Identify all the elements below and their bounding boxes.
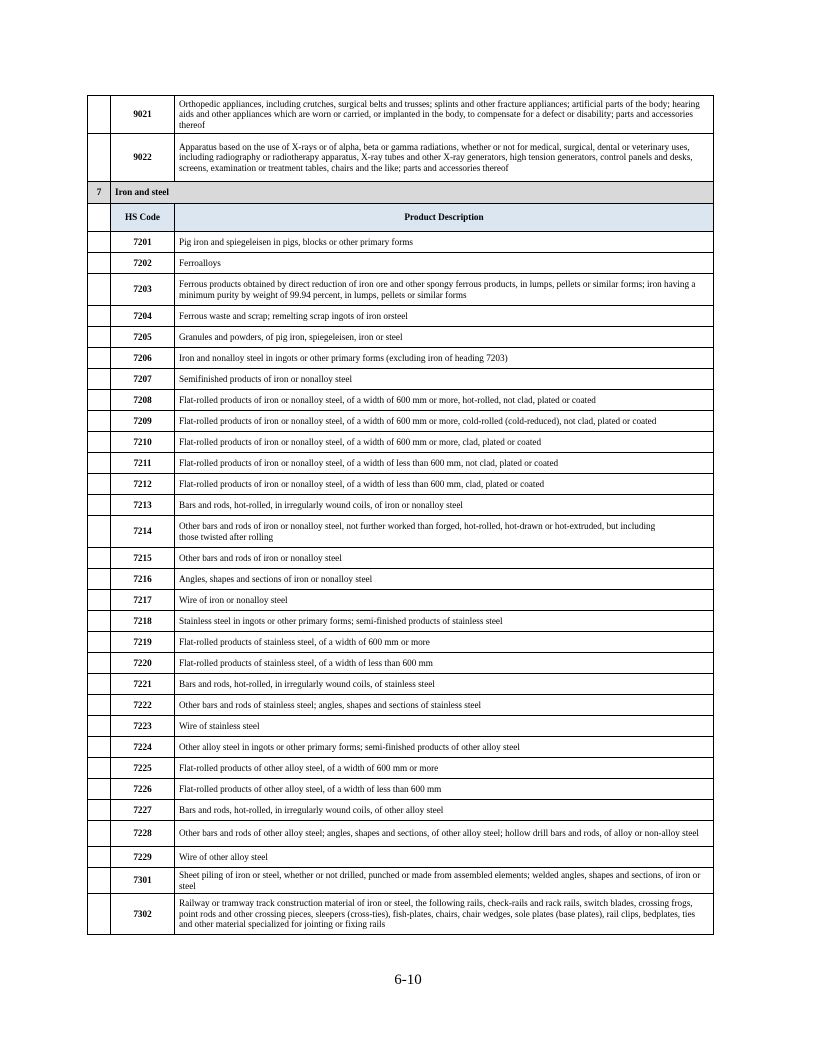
hs-code-cell: 7207 [111, 369, 175, 390]
blank-cell [88, 306, 111, 327]
product-description-cell: Bars and rods, hot-rolled, in irregularly wound coils, of iron or nonalloy steel [175, 495, 714, 516]
table-row [88, 390, 714, 411]
product-description-cell: Flat-rolled products of other alloy steel, of a width of 600 mm or more [175, 758, 714, 779]
table-row [88, 134, 714, 182]
hs-code-cell: 7214 [111, 516, 175, 548]
table-row [88, 695, 714, 716]
blank-cell [88, 674, 111, 695]
table-row [88, 432, 714, 453]
product-rows [88, 232, 714, 935]
blank-cell [88, 695, 111, 716]
blank-cell [88, 800, 111, 821]
hs-code-cell: 7221 [111, 674, 175, 695]
product-description-cell: Railway or tramway track construction material of iron or steel, the following rails, check-rails and rack rails, switch blades, crossing frogs, point rods and other crossing pieces, sleepers (cross-ties), fish-plates, chairs, chair wedges, sole plates (base plates), rail clips, bedplates, ties and other material specialized for jointing or fixing rails [175, 894, 714, 935]
product-description-cell: Other bars and rods of iron or nonalloy steel, not further worked than forged, hot-rolled, hot-drawn or hot-extruded, but including those twisted after rolling [175, 516, 714, 548]
product-description-cell: Apparatus based on the use of X-rays or of alpha, beta or gamma radiations, whether or not for medical, surgical, dental or veterinary uses, including radiography or radiotherapy apparatus, X-ray tubes and other X-ray generators, high tension generators, control panels and desks, screens, examination or treatment tables, chairs and the like; parts and accessories thereof [175, 134, 714, 182]
hs-code-cell: 7226 [111, 779, 175, 800]
blank-cell [88, 232, 111, 253]
blank-cell [88, 653, 111, 674]
section-number: 7 [88, 182, 111, 204]
product-description-cell: Flat-rolled products of other alloy steel, of a width of less than 600 mm [175, 779, 714, 800]
blank-cell [88, 432, 111, 453]
blank-cell [88, 274, 111, 306]
blank-cell [88, 821, 111, 847]
hs-code-cell: 7201 [111, 232, 175, 253]
product-description-cell: Pig iron and spiegeleisen in pigs, blocks or other primary forms [175, 232, 714, 253]
blank-cell [88, 453, 111, 474]
table-row [88, 632, 714, 653]
product-description-cell: Other bars and rods of stainless steel; angles, shapes and sections of stainless steel [175, 695, 714, 716]
product-description-cell: Flat-rolled products of iron or nonalloy steel, of a width of 600 mm or more, cold-rolled (cold-reduced), not clad, plated or coated [175, 411, 714, 432]
hs-code-cell: 9022 [111, 134, 175, 182]
blank-cell [88, 758, 111, 779]
table-row [88, 737, 714, 758]
blank-cell [88, 779, 111, 800]
hs-code-cell: 7204 [111, 306, 175, 327]
hs-code-cell: 7224 [111, 737, 175, 758]
blank-cell [88, 369, 111, 390]
blank-cell [88, 204, 111, 232]
hs-code-cell: 7223 [111, 716, 175, 737]
table-row [88, 369, 714, 390]
hs-code-header: HS Code [111, 204, 175, 232]
table-row [88, 548, 714, 569]
blank-cell [88, 611, 111, 632]
blank-cell [88, 327, 111, 348]
product-description-header: Product Description [175, 204, 714, 232]
blank-cell [88, 134, 111, 182]
product-description-cell: Angles, shapes and sections of iron or nonalloy steel [175, 569, 714, 590]
hs-code-cell: 7216 [111, 569, 175, 590]
product-description-cell: Flat-rolled products of iron or nonalloy steel, of a width of 600 mm or more, clad, plated or coated [175, 432, 714, 453]
product-description-cell: Orthopedic appliances, including crutches, surgical belts and trusses; splints and other fracture appliances; artificial parts of the body; hearing aids and other appliances which are worn or carried, or implanted in the body, to compensate for a defect or disability; parts and accessories thereof [175, 96, 714, 134]
table-row [88, 868, 714, 894]
hs-code-cell: 7229 [111, 847, 175, 868]
product-description-cell: Ferrous waste and scrap; remelting scrap ingots of iron orsteel [175, 306, 714, 327]
table-row [88, 847, 714, 868]
product-description-cell: Semifinished products of iron or nonalloy steel [175, 369, 714, 390]
table-row [88, 653, 714, 674]
blank-cell [88, 474, 111, 495]
table-row [88, 716, 714, 737]
product-description-cell: Ferrous products obtained by direct reduction of iron ore and other spongy ferrous products, in lumps, pellets or similar forms; iron having a minimum purity by weight of 99.94 percent, in lumps, pellets or similar forms [175, 274, 714, 306]
table-row [88, 674, 714, 695]
section-header [88, 182, 714, 232]
table-row [88, 474, 714, 495]
table-row [88, 894, 714, 935]
hs-code-cell: 7208 [111, 390, 175, 411]
product-description-cell: Bars and rods, hot-rolled, in irregularly wound coils, of other alloy steel [175, 800, 714, 821]
section-title: Iron and steel [111, 182, 714, 204]
blank-cell [88, 411, 111, 432]
hs-code-cell: 7227 [111, 800, 175, 821]
product-description-cell: Other bars and rods of other alloy steel; angles, shapes and sections, of other alloy steel; hollow drill bars and rods, of alloy or non-alloy steel [175, 821, 714, 847]
product-description-cell: Stainless steel in ingots or other primary forms; semi-finished products of stainless steel [175, 611, 714, 632]
table-row [88, 779, 714, 800]
hs-code-cell: 7220 [111, 653, 175, 674]
blank-cell [88, 348, 111, 369]
table-row [88, 495, 714, 516]
product-description-cell: Flat-rolled products of stainless steel, of a width of less than 600 mm [175, 653, 714, 674]
hs-code-cell: 7222 [111, 695, 175, 716]
hs-code-cell: 7212 [111, 474, 175, 495]
blank-cell [88, 868, 111, 894]
product-description-cell: Wire of iron or nonalloy steel [175, 590, 714, 611]
blank-cell [88, 716, 111, 737]
hs-code-cell: 7211 [111, 453, 175, 474]
product-description-cell: Other bars and rods of iron or nonalloy steel [175, 548, 714, 569]
blank-cell [88, 894, 111, 935]
table-row [88, 611, 714, 632]
table-row [88, 590, 714, 611]
product-description-cell: Flat-rolled products of iron or nonalloy steel, of a width of less than 600 mm, not clad, plated or coated [175, 453, 714, 474]
table-row [88, 348, 714, 369]
hs-code-cell: 7215 [111, 548, 175, 569]
blank-cell [88, 569, 111, 590]
product-description-cell: Flat-rolled products of iron or nonalloy steel, of a width of less than 600 mm, clad, plated or coated [175, 474, 714, 495]
table-row [88, 821, 714, 847]
table-row [88, 800, 714, 821]
blank-cell [88, 390, 111, 411]
product-description-cell: Bars and rods, hot-rolled, in irregularly wound coils, of stainless steel [175, 674, 714, 695]
continued-rows [88, 96, 714, 182]
blank-cell [88, 590, 111, 611]
table-row [88, 306, 714, 327]
product-description-cell: Sheet piling of iron or steel, whether or not drilled, punched or made from assembled elements; welded angles, shapes and sections, of iron or steel [175, 868, 714, 894]
hs-code-cell: 7217 [111, 590, 175, 611]
section-row [88, 182, 714, 204]
product-description-cell: Granules and powders, of pig iron, spiegeleisen, iron or steel [175, 327, 714, 348]
blank-cell [88, 847, 111, 868]
blank-cell [88, 737, 111, 758]
product-description-cell: Wire of stainless steel [175, 716, 714, 737]
hs-code-cell: 9021 [111, 96, 175, 134]
blank-cell [88, 96, 111, 134]
hs-code-cell: 7210 [111, 432, 175, 453]
hs-code-cell: 7218 [111, 611, 175, 632]
table-row [88, 411, 714, 432]
table-row [88, 516, 714, 548]
table-row [88, 758, 714, 779]
hs-code-cell: 7203 [111, 274, 175, 306]
column-header-row [88, 204, 714, 232]
product-description-cell: Iron and nonalloy steel in ingots or other primary forms (excluding iron of heading 7203) [175, 348, 714, 369]
blank-cell [88, 632, 111, 653]
hs-code-cell: 7301 [111, 868, 175, 894]
table-row [88, 569, 714, 590]
table-row [88, 274, 714, 306]
table-row [88, 327, 714, 348]
hs-code-cell: 7225 [111, 758, 175, 779]
hs-code-cell: 7228 [111, 821, 175, 847]
table-row [88, 96, 714, 134]
table-row [88, 232, 714, 253]
hs-code-table [87, 95, 714, 935]
hs-code-cell: 7202 [111, 253, 175, 274]
hs-code-cell: 7206 [111, 348, 175, 369]
table-row [88, 453, 714, 474]
table-row [88, 253, 714, 274]
product-description-cell: Flat-rolled products of stainless steel, of a width of 600 mm or more [175, 632, 714, 653]
blank-cell [88, 516, 111, 548]
page-number: 6-10 [394, 972, 422, 988]
blank-cell [88, 253, 111, 274]
hs-code-cell: 7219 [111, 632, 175, 653]
hs-code-cell: 7209 [111, 411, 175, 432]
product-description-cell: Flat-rolled products of iron or nonalloy steel, of a width of 600 mm or more, hot-rolled, not clad, plated or coated [175, 390, 714, 411]
hs-code-cell: 7213 [111, 495, 175, 516]
product-description-cell: Other alloy steel in ingots or other primary forms; semi-finished products of other alloy steel [175, 737, 714, 758]
blank-cell [88, 548, 111, 569]
hs-code-cell: 7302 [111, 894, 175, 935]
product-description-cell: Wire of other alloy steel [175, 847, 714, 868]
hs-code-cell: 7205 [111, 327, 175, 348]
product-description-cell: Ferroalloys [175, 253, 714, 274]
blank-cell [88, 495, 111, 516]
